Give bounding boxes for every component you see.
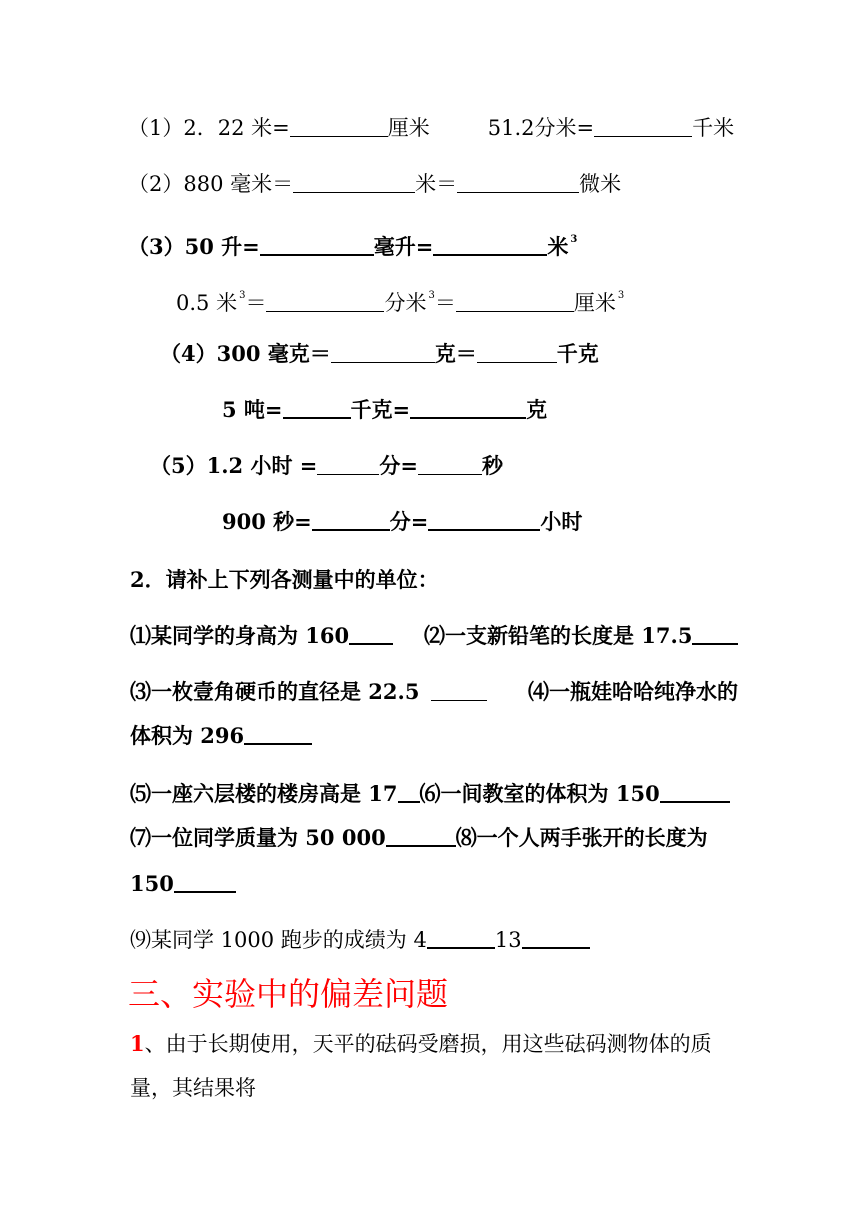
- q5a-blank-1[interactable]: [317, 454, 379, 475]
- q3a-line: [128, 226, 577, 261]
- q3b-unit-1: 分米: [384, 291, 427, 315]
- q4a-label: （4）300 毫克＝: [160, 341, 331, 366]
- q4a-unit-1: 克＝: [434, 341, 477, 366]
- s2-row-5: [130, 824, 708, 852]
- q1-label: （1）2．22 米=: [128, 116, 290, 140]
- s2-item-5: ⑸一座六层楼的楼房高是 17: [130, 781, 398, 806]
- s2-row-1: [130, 622, 393, 650]
- s2-item-6: ⑹一间教室的体积为 150: [419, 781, 660, 806]
- s2-item-8: ⑻一个人两手张开的长度为: [455, 825, 708, 850]
- s2-row-1b: [424, 622, 738, 650]
- s2-row-6: [130, 870, 236, 898]
- q3a-unit-1: 毫升=: [373, 234, 434, 259]
- q3b-blank-1[interactable]: [266, 291, 384, 312]
- s2-row-3: [130, 722, 312, 750]
- s3-q1-line-2: [130, 1074, 256, 1102]
- q4a-blank-2[interactable]: [477, 342, 557, 363]
- q5a-label: （5）1.2 小时 =: [150, 453, 318, 478]
- q5a-blank-2[interactable]: [418, 454, 482, 475]
- s2-item-3: ⑶一枚壹角硬币的直径是 22.5: [130, 679, 420, 704]
- q3b-label: 0.5 米: [176, 291, 238, 315]
- q5b-unit-2: 小时: [540, 509, 583, 534]
- q2-label: （2）880 毫米＝: [128, 172, 294, 196]
- s2-blank-3[interactable]: [431, 680, 487, 701]
- q1-unit-1: 厘米: [387, 116, 430, 140]
- q4a-blank-1[interactable]: [331, 342, 435, 363]
- s2-item-4b: 体积为 296: [130, 723, 245, 748]
- q3a-blank-2[interactable]: [433, 234, 547, 256]
- s2-item-7: ⑺一位同学质量为 50 000: [130, 825, 386, 850]
- q1-line: [128, 114, 734, 142]
- s2-item-9b: 13: [494, 928, 522, 952]
- q5b-unit-1: 分=: [389, 509, 429, 534]
- q1-part2: 51.2分米=: [487, 116, 595, 140]
- s2-blank-10[interactable]: [522, 927, 590, 949]
- q5b-blank-2[interactable]: [428, 509, 540, 531]
- q2-unit-2: 微米: [579, 172, 622, 196]
- s2-blank-6[interactable]: [660, 781, 730, 803]
- q5a-unit-1: 分=: [379, 453, 418, 478]
- s2-row-4: [130, 780, 730, 808]
- q3b-eq-1: ＝: [245, 291, 267, 315]
- q2-blank-1[interactable]: [293, 172, 415, 193]
- q4b-unit-1: 千克=: [350, 397, 411, 422]
- q4b-unit-2: 克: [526, 397, 548, 422]
- s3-q1-line: [130, 1030, 712, 1058]
- q5a-line: [150, 452, 503, 480]
- q4b-blank-2[interactable]: [410, 397, 526, 419]
- q1-unit-2: 千米: [692, 116, 735, 140]
- q3b-sup-1: 3: [239, 290, 246, 301]
- q3b-unit-2: 厘米: [573, 291, 616, 315]
- s2-item-8b: 150: [130, 871, 174, 896]
- q3a-blank-1[interactable]: [260, 234, 374, 256]
- q3b-blank-2[interactable]: [456, 291, 574, 312]
- s2-blank-5[interactable]: [398, 781, 420, 803]
- s2-item-1: ⑴某同学的身高为 160: [130, 623, 350, 648]
- s2-blank-2[interactable]: [692, 623, 738, 645]
- section2-title: 2．请补上下列各测量中的单位：: [130, 567, 439, 592]
- q3a-sup: 3: [570, 234, 578, 245]
- section3-heading: 三、实验中的偏差问题: [128, 975, 449, 1013]
- q3b-eq-2: ＝: [434, 291, 456, 315]
- q3b-sup-2: 3: [428, 290, 435, 301]
- s2-blank-4[interactable]: [244, 723, 312, 745]
- q4b-blank-1[interactable]: [283, 397, 351, 419]
- q1-blank-1[interactable]: [290, 116, 388, 137]
- s2-item-2: ⑵一支新铅笔的长度是 17.5: [424, 623, 693, 648]
- q5b-blank-1[interactable]: [312, 509, 390, 531]
- s2-item-4: ⑷一瓶娃哈哈纯净水的: [528, 679, 738, 704]
- s3-q1-text: 、由于长期使用，天平的砝码受磨损，用这些砝码测物体的质: [144, 1032, 712, 1056]
- s2-item-9: ⑼某同学 1000 跑步的成绩为 4: [130, 928, 427, 952]
- q4a-line: [160, 340, 599, 368]
- s2-blank-7[interactable]: [386, 825, 456, 847]
- s3-q1-text-2: 量，其结果将: [130, 1076, 256, 1100]
- q5a-unit-2: 秒: [481, 453, 503, 478]
- s2-blank-9[interactable]: [427, 927, 495, 949]
- s2-row-2b: [528, 678, 738, 706]
- s2-blank-1[interactable]: [349, 623, 393, 645]
- q2-blank-2[interactable]: [457, 172, 579, 193]
- s3-q1-number: 1: [130, 1031, 145, 1056]
- q3b-sup-3: 3: [617, 290, 625, 301]
- s2-blank-8[interactable]: [174, 871, 236, 893]
- q4a-unit-2: 千克: [556, 341, 599, 366]
- s2-row-7: [130, 926, 590, 954]
- q5b-label: 900 秒=: [222, 509, 312, 534]
- q3a-unit-2: 米: [547, 234, 569, 259]
- s2-row-2: [130, 678, 487, 706]
- q5b-line: [222, 508, 582, 536]
- q2-unit-1: 米＝: [415, 172, 458, 196]
- q3a-label: （3）50 升=: [128, 234, 260, 259]
- q3b-line: [176, 282, 624, 317]
- q2-line: [128, 170, 621, 198]
- q1-blank-2[interactable]: [594, 116, 692, 137]
- q4b-line: [222, 396, 547, 424]
- q4b-label: 5 吨=: [222, 397, 283, 422]
